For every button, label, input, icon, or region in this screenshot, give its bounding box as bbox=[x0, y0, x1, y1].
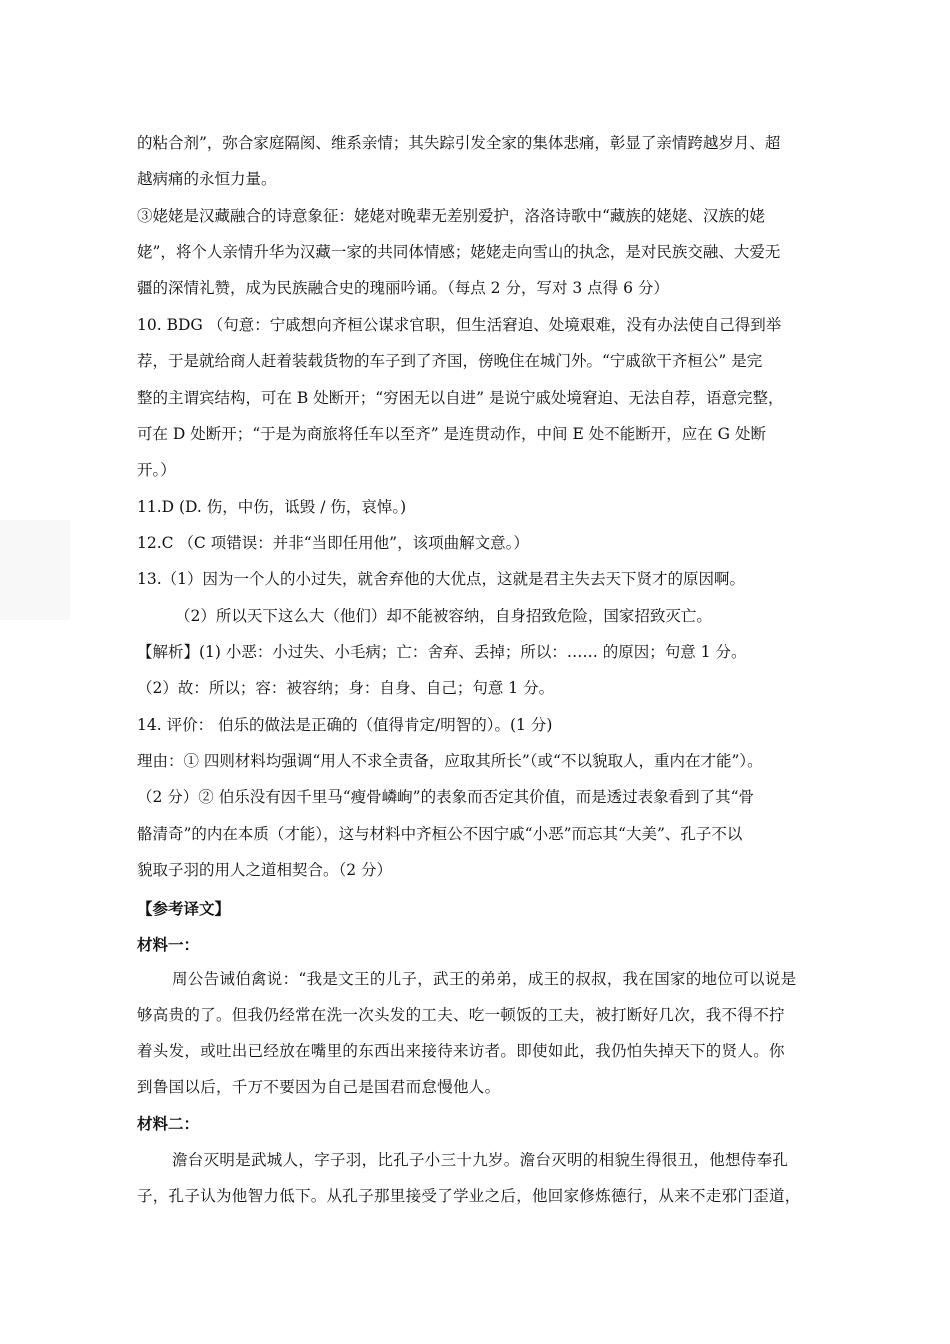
text-line: 整的主谓宾结构，可在 B 处断开；“穷困无以自进” 是说宁戚处境窘迫、无法自荐，语意完整， bbox=[137, 389, 784, 407]
text-line: ③姥姥是汉藏融合的诗意象征：姥姥对晚辈无差别爱护，洛洛诗歌中“藏族的姥姥、汉族的姥 bbox=[137, 207, 765, 225]
translation-line: 够高贵的了。但我仍经常在洗一次头发的工夫、吃一顿饭的工夫，被打断好几次，我不得不拧 bbox=[137, 1006, 785, 1024]
text-line: 貌取子羽的用人之道相契合。（2 分） bbox=[137, 861, 393, 879]
text-line: 越病痛的永恒力量。 bbox=[137, 170, 277, 188]
text-line: （2）故：所以；容：被容纳；身：自身、自己；句意 1 分。 bbox=[137, 679, 555, 697]
translation-line: 子，孔子认为他智力低下。从孔子那里接受了学业之后，他回家修炼德行，从来不走邪门歪道， bbox=[137, 1187, 801, 1205]
text-line: 可在 D 处断开；“于是为商旅将任车以至齐” 是连贯动作，中间 E 处不能断开，应在 G 处断 bbox=[137, 425, 766, 443]
text-line: （2）所以天下这么大（他们）却不能被容纳，自身招致危险，国家招致灭亡。 bbox=[175, 607, 712, 625]
text-line: 【解析】(1) 小恶：小过失、小毛病；亡：舍弃、丢掉；所以：…… 的原因；句意 1 分。 bbox=[137, 643, 747, 661]
text-line: 疆的深情礼赞，成为民族融合史的瑰丽吟诵。（每点 2 分，写对 3 点得 6 分） bbox=[137, 279, 669, 297]
scan-shadow bbox=[0, 520, 70, 620]
text-line: 10. BDG （句意：宁戚想向齐桓公谋求官职，但生活窘迫、处境艰难，没有办法使自己得到举 bbox=[137, 316, 782, 334]
text-line: 11.D (D. 伤，中伤，诋毁 / 伤，哀悼。) bbox=[137, 498, 407, 516]
translation-line: 澹台灭明是武城人，字子羽，比孔子小三十九岁。澹台灭明的相貌生得很丑，他想侍奉孔 bbox=[172, 1151, 789, 1169]
text-line: 12.C （C 项错误：并非“当即任用他”，该项曲解文意。） bbox=[137, 534, 529, 552]
material-heading: 材料二： bbox=[137, 1114, 200, 1133]
text-line: 14. 评价： 伯乐的做法是正确的（值得肯定/明智的）。(1 分) bbox=[137, 716, 553, 734]
translation-line: 着头发，或吐出已经放在嘴里的东西出来接待来访者。即使如此，我仍怕失掉天下的贤人。你 bbox=[137, 1042, 785, 1060]
text-line: 姥”，将个人亲情升华为汉藏一家的共同体情感；姥姥走向雪山的执念，是对民族交融、大爱无 bbox=[137, 243, 781, 261]
text-line: 骼清奇”的内在本质（才能），这与材料中齐桓公不因宁戚“小恶”而忘其“大美”、孔子不以 bbox=[137, 825, 743, 843]
translation-line: 到鲁国以后，千万不要因为自己是国君而怠慢他人。 bbox=[137, 1078, 501, 1096]
text-line: 理由：① 四则材料均强调“用人不求全责备，应取其所长”（或“不以貌取人，重内在才能”）。 bbox=[137, 752, 763, 770]
text-line: （2 分）② 伯乐没有因千里马“瘦骨嶙峋”的表象而否定其价值，而是透过表象看到了其“骨 bbox=[137, 788, 754, 806]
material-heading: 材料一： bbox=[137, 935, 200, 954]
text-line: 开。） bbox=[137, 461, 176, 479]
text-line: 13.（1）因为一个人的小过失，就舍弃他的大优点，这就是君主失去天下贤才的原因啊。 bbox=[137, 570, 746, 588]
section-heading: 【参考译文】 bbox=[137, 899, 231, 918]
text-line: 荐，于是就给商人赶着装载货物的车子到了齐国，傍晚住在城门外。“宁戚欲干齐桓公” 是完 bbox=[137, 352, 763, 370]
text-line: 的粘合剂”，弥合家庭隔阂、维系亲情；其失踪引发全家的集体悲痛，彰显了亲情跨越岁月、超 bbox=[137, 134, 781, 152]
translation-line: 周公告诫伯禽说：“我是文王的儿子，武王的弟弟，成王的叔叔，我在国家的地位可以说是 bbox=[172, 970, 797, 988]
